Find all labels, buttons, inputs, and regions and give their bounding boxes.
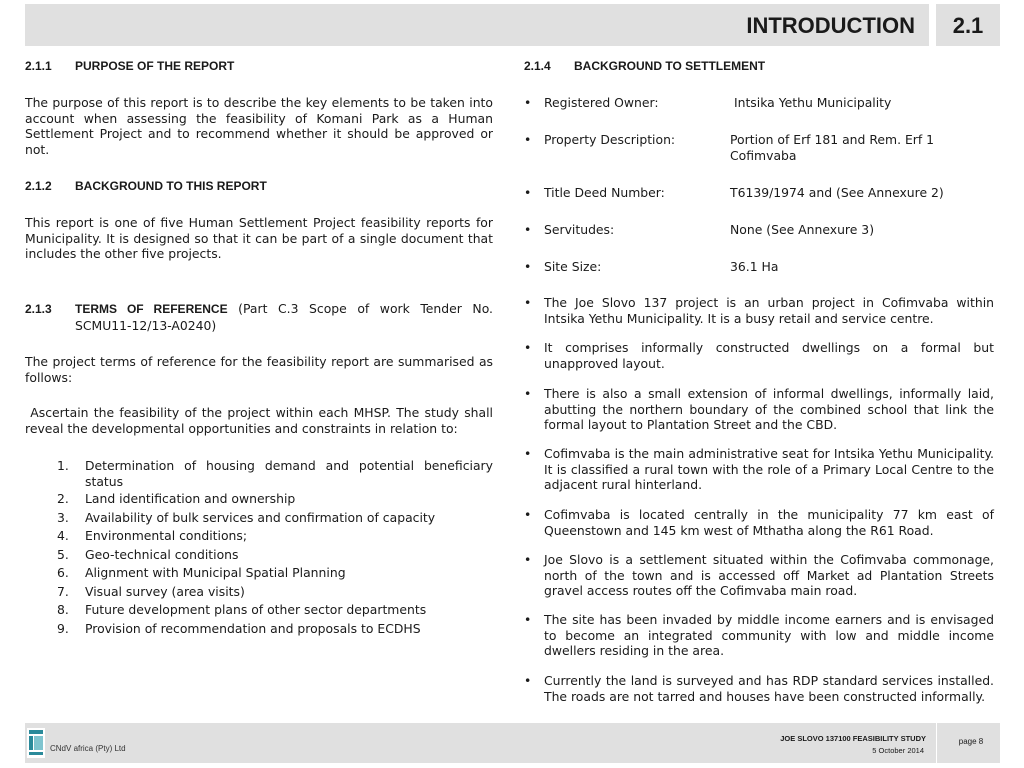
- bullet-text: There is also a small extension of informal dwellings, informally laid, abutting the northern boundary of the combined school that link the formal layout to Plantation Street and the CBD.: [544, 386, 994, 432]
- terms-heading-text: [75, 301, 493, 333]
- fact-value: 36.1 Ha: [730, 259, 779, 274]
- bullet-glyph: •: [524, 673, 532, 688]
- page-number: page 8: [958, 737, 984, 746]
- heading-number: 2.1.2: [25, 179, 52, 193]
- list-text: Land identification and ownership: [85, 491, 296, 506]
- list-text: Visual survey (area visits): [85, 584, 245, 599]
- bullet-glyph: •: [524, 295, 532, 310]
- bullet-glyph: •: [524, 132, 532, 147]
- list-text: Provision of recommendation and proposals to ECDHS: [85, 621, 421, 636]
- footer-date: 5 October 2014: [872, 746, 924, 755]
- list-number: 4.: [57, 528, 69, 543]
- section-number: 2.1: [936, 4, 1000, 46]
- bullet-glyph: •: [524, 612, 532, 627]
- purpose-paragraph: The purpose of this report is to describe the key elements to be taken into account when assessing the feasibility of Komani Park as a Human Settlement Project and to recommend whether it should be approved or not.: [25, 95, 493, 157]
- fact-label: Registered Owner:: [544, 95, 659, 110]
- fact-value: None (See Annexure 3): [730, 222, 875, 237]
- list-text: Determination of housing demand and potential beneficiary status: [85, 458, 493, 489]
- fact-label: Property Description:: [544, 132, 676, 147]
- fact-value: Intsika Yethu Municipality: [730, 95, 892, 110]
- heading-text: PURPOSE OF THE REPORT: [75, 59, 235, 73]
- bullet-text: Cofimvaba is located centrally in the municipality 77 km east of Queenstown and 145 km west of Mthatha along the R61 Road.: [544, 507, 994, 538]
- list-number: 3.: [57, 510, 69, 525]
- bullet-text: Currently the land is surveyed and has RDP standard services installed. The roads are not tarred and houses have been constructed informally.: [544, 673, 994, 704]
- bullet-text: The Joe Slovo 137 project is an urban project in Cofimvaba within Intsika Yethu Municipality. It is a busy retail and service centre.: [544, 295, 994, 326]
- heading-text: BACKGROUND TO THIS REPORT: [75, 179, 267, 193]
- bullet-glyph: •: [524, 340, 532, 355]
- list-text: Alignment with Municipal Spatial Planning: [85, 565, 346, 580]
- list-text: Environmental conditions;: [85, 528, 248, 543]
- company-logo-icon: [27, 728, 45, 758]
- bullet-glyph: •: [524, 185, 532, 200]
- bullet-glyph: •: [524, 386, 532, 401]
- footer-bar: [25, 723, 936, 763]
- bullet-text: It comprises informally constructed dwellings on a formal but unapproved layout.: [544, 340, 994, 371]
- bullet-glyph: •: [524, 259, 532, 274]
- fact-label: Title Deed Number:: [544, 185, 665, 200]
- heading-background-settlement: [524, 59, 765, 75]
- list-number: 6.: [57, 565, 69, 580]
- list-number: 1.: [57, 458, 69, 473]
- footer-company: CNdV africa (Pty) Ltd: [50, 744, 126, 753]
- header-bar: [25, 4, 929, 46]
- heading-purpose: [25, 59, 234, 75]
- bullet-glyph: •: [524, 507, 532, 522]
- heading-number: 2.1.1: [25, 59, 52, 73]
- list-number: 9.: [57, 621, 69, 636]
- bullet-text: The site has been invaded by middle income earners and is envisaged to become an integrated community with low and middle income dwellers residing in the area.: [544, 612, 994, 658]
- terms-intro-paragraph: The project terms of reference for the feasibility report are summarised as follows:: [25, 354, 493, 385]
- list-text: Future development plans of other sector departments: [85, 602, 427, 617]
- list-text: Availability of bulk services and confirmation of capacity: [85, 510, 436, 525]
- fact-label: Site Size:: [544, 259, 602, 274]
- terms-note: (Part C.3 Scope of work Tender No. SCMU11-12/13-A0240): [75, 301, 493, 333]
- bullet-glyph: •: [524, 222, 532, 237]
- list-number: 5.: [57, 547, 69, 562]
- list-text: Geo-technical conditions: [85, 547, 239, 562]
- bullet-text: Cofimvaba is the main administrative seat for Intsika Yethu Municipality. It is classified a rural town with the role of a Primary Local Centre to the adjacent rural hinterland.: [544, 446, 994, 492]
- bullet-text: Joe Slovo is a settlement situated within the Cofimvaba commonage, north of the town and is accessed off Market ad Plantation Streets gravel access routes off the Cofimvaba main road.: [544, 552, 994, 598]
- fact-value: Portion of Erf 181 and Rem. Erf 1: [730, 132, 935, 147]
- terms-title: TERMS OF REFERENCE: [75, 302, 228, 316]
- heading-text: BACKGROUND TO SETTLEMENT: [574, 59, 766, 73]
- list-number: 2.: [57, 491, 69, 506]
- bullet-glyph: •: [524, 95, 532, 110]
- page-title: INTRODUCTION: [746, 13, 915, 38]
- list-number: 8.: [57, 602, 69, 617]
- fact-value: T6139/1974 and (See Annexure 2): [730, 185, 944, 200]
- background-paragraph: This report is one of five Human Settlement Project feasibility reports for Municipality. It is designed so that it can be part of a single document that includes the other five projects.: [25, 215, 493, 261]
- heading-background-report: [25, 179, 267, 195]
- heading-number: 2.1.4: [524, 59, 551, 73]
- heading-number: 2.1.3: [25, 302, 52, 316]
- ascertain-paragraph: Ascertain the feasibility of the project within each MHSP. The study shall reveal the developmental opportunities and constraints in relation to:: [25, 405, 497, 436]
- bullet-glyph: •: [524, 552, 532, 567]
- fact-label: Servitudes:: [544, 222, 615, 237]
- bullet-glyph: •: [524, 446, 532, 461]
- list-number: 7.: [57, 584, 69, 599]
- footer-study-title: JOE SLOVO 137100 FEASIBILITY STUDY: [780, 734, 926, 743]
- fact-value-line2: Cofimvaba: [730, 148, 797, 163]
